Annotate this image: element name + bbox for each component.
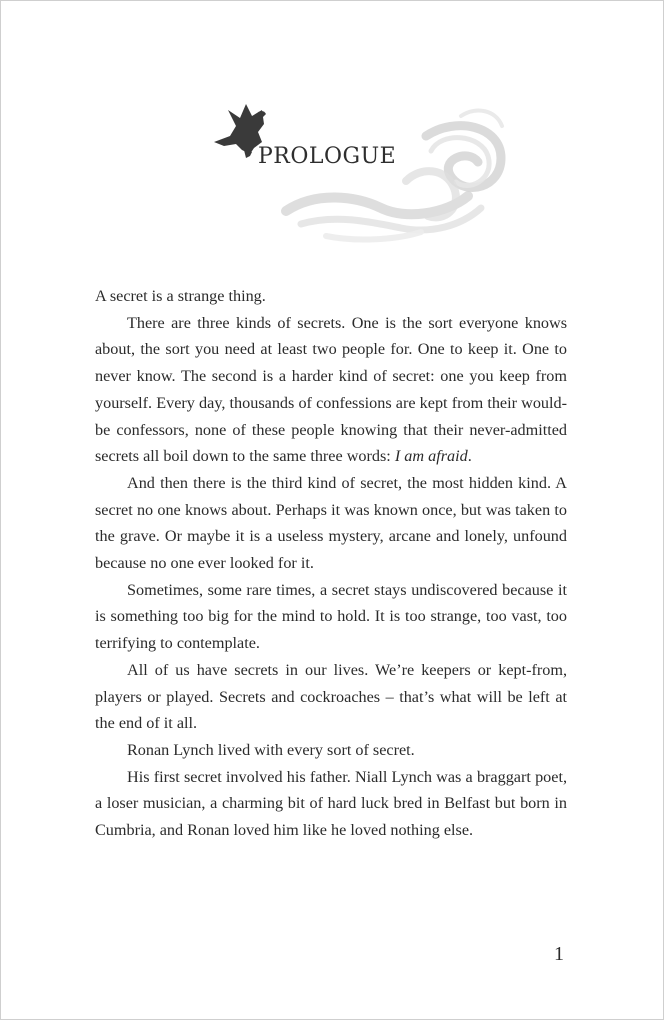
paragraph-2-text: There are three kinds of secrets. One is the sort everyone knows about, the sort you need at least two people for. One to keep it. One to never know. The second is a harder kind of secret: one you keep from yourself. Every day, thousands of confessions are kept from their would-be confessors, none of these people knowing that their never-admitted secrets all boil down to the same three words: (95, 313, 567, 466)
paragraph-4: Sometimes, some rare times, a secret stays undiscovered because it is something too big for the mind to hold. It is too strange, too vast, too terrifying to contemplate. (95, 580, 567, 653)
paragraph-2-emphasis: I am afraid (394, 447, 468, 466)
paragraph-6: Ronan Lynch lived with every sort of secret. (127, 740, 415, 759)
paragraph-3: And then there is the third kind of secret, the most hidden kind. A secret no one knows about. Perhaps it was known once, but was taken to the grave. Or maybe it is a useless mystery, arcane and lonely, unfound because no one ever looked for it. (95, 473, 567, 573)
paragraph-7: His first secret involved his father. Niall Lynch was a braggart poet, a loser musician, a charming bit of hard luck bred in Belfast but born in Cumbria, and Ronan loved him like he loved nothing else. (95, 767, 567, 840)
paragraph-1: A secret is a strange thing. (95, 287, 266, 305)
chapter-ornament (206, 96, 516, 256)
page-number: 1 (554, 943, 564, 965)
paragraph-2 (95, 310, 567, 470)
chapter-heading: PROLOGUE (258, 144, 397, 169)
paragraph-5: All of us have secrets in our lives. We’re keepers or kept-from, players or played. Secrets and cockroaches – that’s what will be left at the end of it all. (95, 660, 567, 733)
body-text (95, 283, 567, 844)
paragraph-2-end: . (467, 447, 472, 466)
smoke-swirl-icon (286, 111, 502, 240)
